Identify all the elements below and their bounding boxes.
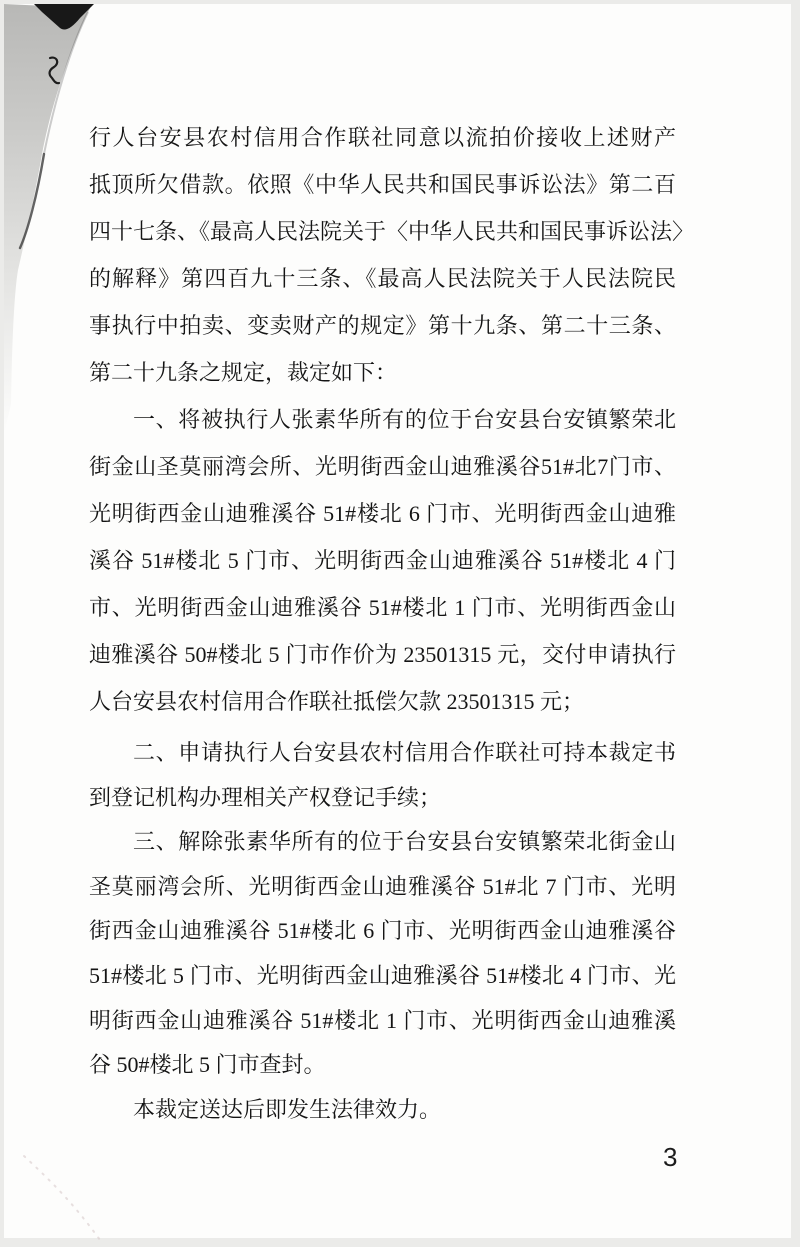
document-line: 行人台安县农村信用合作联社同意以流拍价接收上述财产 bbox=[89, 125, 676, 150]
document-line: 市、光明街西金山迪雅溪谷 51#楼北 1 门市、光明街西金山 bbox=[89, 595, 676, 620]
document-line: 事执行中拍卖、变卖财产的规定》第十九条、第二十三条、 bbox=[89, 313, 676, 338]
document-line: 圣莫丽湾会所、光明街西金山迪雅溪谷 51#北 7 门市、光明 bbox=[89, 873, 676, 899]
document-line: 本裁定送达后即发生法律效力。 bbox=[133, 1096, 442, 1122]
document-line: 到登记机构办理相关产权登记手续； bbox=[89, 784, 442, 810]
document-line: 二、申请执行人台安县农村信用合作联社可持本裁定书 bbox=[133, 740, 676, 765]
document-line: 第二十九条之规定，裁定如下： bbox=[89, 360, 398, 385]
document-line: 的解释》第四百九十三条、《最高人民法院关于人民法院民 bbox=[89, 266, 676, 291]
document-line: 迪雅溪谷 50#楼北 5 门市作价为 23501315 元，交付申请执行 bbox=[89, 642, 676, 667]
document-line: 溪谷 51#楼北 5 门市、光明街西金山迪雅溪谷 51#楼北 4 门 bbox=[89, 548, 676, 573]
corner-shadow-wedge bbox=[4, 4, 90, 434]
document-line: 一、将被执行人张素华所有的位于台安县台安镇繁荣北 bbox=[133, 407, 676, 432]
document-line: 街金山圣莫丽湾会所、光明街西金山迪雅溪谷51#北7门市、 bbox=[89, 454, 676, 479]
document-line: 明街西金山迪雅溪谷 51#楼北 1 门市、光明街西金山迪雅溪 bbox=[89, 1007, 676, 1033]
document-line: 三、解除张素华所有的位于台安县台安镇繁荣北街金山 bbox=[133, 829, 676, 855]
document-line: 谷 50#楼北 5 门市查封。 bbox=[89, 1052, 326, 1078]
document-line: 光明街西金山迪雅溪谷 51#楼北 6 门市、光明街西金山迪雅 bbox=[89, 501, 676, 526]
document-body-upper bbox=[89, 114, 695, 725]
page-number: 3 bbox=[663, 1142, 678, 1172]
document-line: 抵顶所欠借款。依照《中华人民共和国民事诉讼法》第二百 bbox=[89, 172, 676, 197]
document-line: 人台安县农村信用合作联社抵偿欠款 23501315 元； bbox=[89, 689, 585, 714]
scanned-document-page bbox=[4, 4, 791, 1238]
document-line: 51#楼北 5 门市、光明街西金山迪雅溪谷 51#楼北 4 门市、光 bbox=[89, 962, 676, 988]
document-line: 四十七条、《最高人民法院关于〈中华人民共和国民事诉讼法〉 bbox=[89, 219, 695, 244]
document-body-lower bbox=[89, 731, 676, 1132]
scratch-artifact bbox=[12, 1152, 122, 1247]
document-line: 街西金山迪雅溪谷 51#楼北 6 门市、光明街西金山迪雅溪谷 bbox=[89, 918, 676, 944]
